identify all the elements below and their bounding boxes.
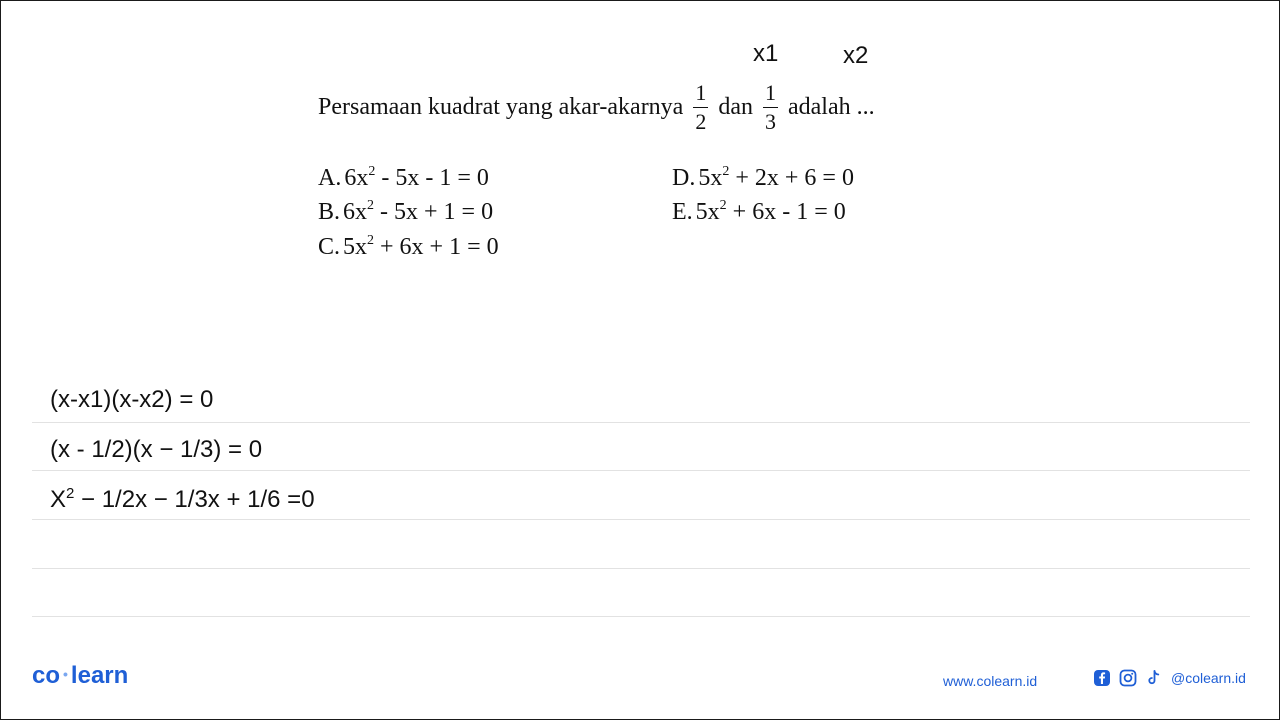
root1-numerator: 1 (693, 82, 708, 108)
option-b-label: B. (318, 199, 341, 225)
question-prefix: Persamaan kuadrat yang akar-akarnya (318, 94, 684, 120)
annotation-x2: x2 (843, 42, 869, 69)
social-handle[interactable]: @colearn.id (1171, 670, 1246, 686)
ruled-line (32, 470, 1250, 471)
root2-numerator: 1 (763, 82, 778, 108)
option-b-term: 6x (343, 199, 368, 225)
website-link[interactable]: www.colearn.id (943, 673, 1038, 689)
solution-step-1: (x-x1)(x-x2) = 0 (50, 386, 214, 413)
tiktok-icon[interactable] (1145, 669, 1163, 687)
option-a (318, 164, 489, 192)
option-c-term: 5x (343, 234, 368, 260)
option-e-exponent: 2 (719, 198, 727, 213)
social-links (1093, 669, 1246, 687)
option-b-exponent: 2 (367, 198, 375, 213)
option-c-label: C. (318, 234, 341, 260)
question-text (318, 82, 875, 133)
option-a-label: A. (318, 165, 342, 191)
facebook-icon[interactable] (1093, 669, 1111, 687)
option-a-rest: - 5x - 1 = 0 (375, 165, 489, 191)
colearn-logo (32, 662, 128, 690)
option-c (318, 233, 499, 261)
ruled-line (32, 568, 1250, 569)
option-e-rest: + 6x - 1 = 0 (726, 199, 846, 225)
question-suffix: adalah ... (788, 94, 875, 120)
step-3-exponent: 2 (66, 485, 75, 502)
option-b (318, 198, 493, 226)
option-c-exponent: 2 (367, 233, 375, 248)
option-a-exponent: 2 (368, 164, 376, 179)
logo-dot: • (63, 666, 68, 682)
option-e (672, 198, 846, 226)
option-d-label: D. (672, 165, 696, 191)
ruled-line (32, 422, 1250, 423)
option-a-term: 6x (344, 165, 369, 191)
fraction-root2 (763, 82, 778, 133)
instagram-icon[interactable] (1119, 669, 1137, 687)
option-d-exponent: 2 (722, 164, 730, 179)
option-d (672, 164, 854, 192)
solution-step-3 (50, 485, 315, 514)
question-mid: dan (718, 94, 753, 120)
option-d-rest: + 2x + 6 = 0 (729, 165, 854, 191)
option-e-label: E. (672, 199, 693, 225)
annotation-x1: x1 (753, 40, 779, 67)
option-e-term: 5x (695, 199, 720, 225)
step-3-variable: X (50, 486, 67, 513)
ruled-line (32, 519, 1250, 520)
option-b-rest: - 5x + 1 = 0 (374, 199, 494, 225)
root2-denominator: 3 (765, 109, 776, 134)
option-d-term: 5x (698, 165, 723, 191)
solution-step-2: (x - 1/2)(x − 1/3) = 0 (50, 436, 263, 463)
logo-part-left: co (32, 662, 61, 689)
fraction-root1 (693, 82, 708, 133)
option-c-rest: + 6x + 1 = 0 (374, 234, 499, 260)
logo-part-right: learn (70, 662, 129, 689)
step-3-rest: − 1/2x − 1/3x + 1/6 =0 (74, 486, 315, 513)
ruled-line (32, 616, 1250, 617)
root1-denominator: 2 (695, 109, 707, 134)
